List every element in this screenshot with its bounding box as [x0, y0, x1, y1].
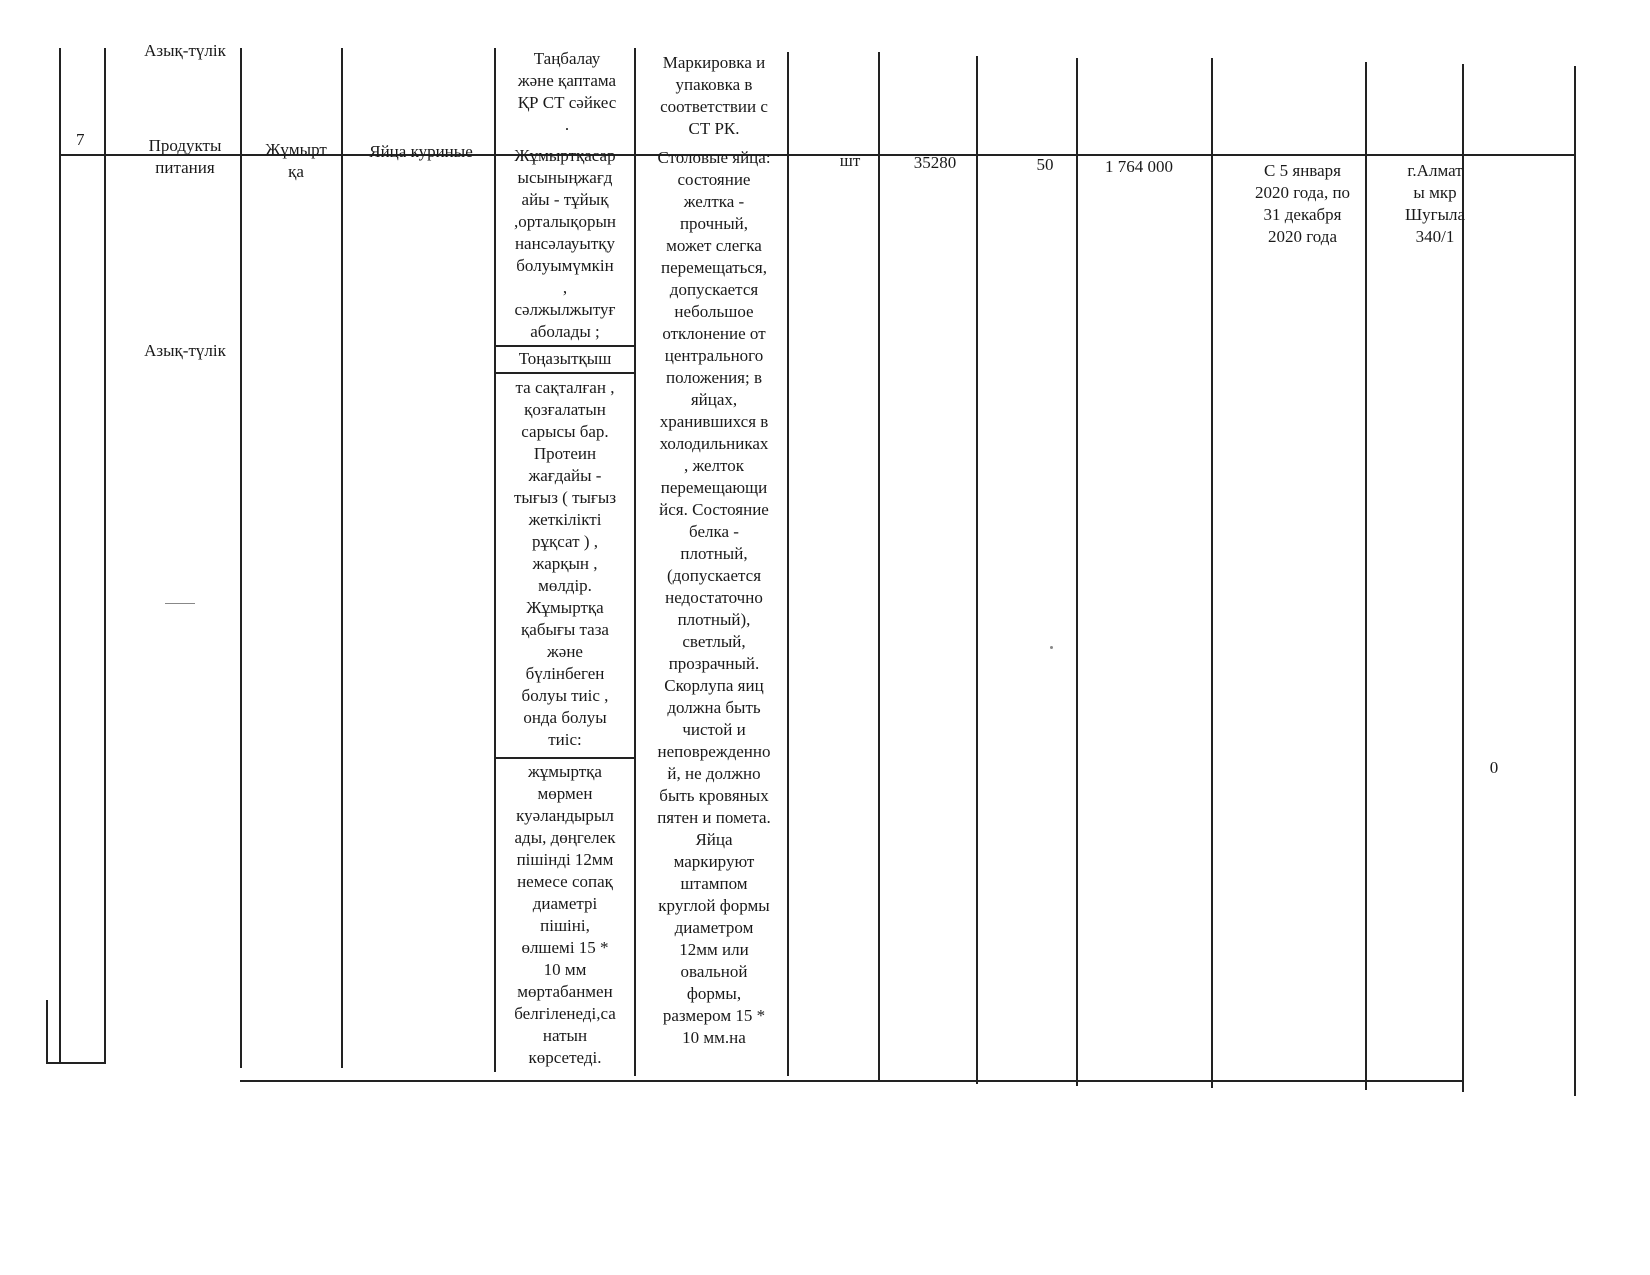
kz-subcell-line-3	[494, 757, 634, 759]
kz-spec-cell-1: Жұмыртқасар ысыныңжағд айы - тұйық ,орталықорын нансәлауытқу болуымүмкін , сәлжылжытуғ аболады ;	[513, 146, 617, 341]
top-kz-spec-cell: Таңбалау және қаптама ҚР СТ сәйкес .	[517, 49, 617, 134]
col-line-8	[878, 52, 880, 1082]
price-cell: 50	[1036, 155, 1054, 174]
category-kz-cell: Азық-түлік	[144, 341, 226, 360]
col-line-14	[1574, 66, 1576, 1096]
col-line-11	[1211, 58, 1213, 1088]
ru-spec-cell: Столовые яйца: состояние желтка - прочный, может слегка перемещаться, допускается небольшое отклонение от центрального положения; в яйцах, хранившихся в холодильниках , желток перемещающи йся. Состояние белка - плотный, (допускается недостаточно плотный), светлый, прозрачный. Скорлупа яиц должна быть чистой и неповрежденно й, не должно быть кровяных пятен и помета. Яйца маркируют штампом круглой формы диаметром 12мм или овальной формы, размером 15 * 10 мм.на	[657, 148, 771, 1047]
extra-cell: 0	[1489, 758, 1499, 777]
kz-spec-cell-4: жұмыртқа мөрмен куәландырыл ады, дөңгелек пішінді 12мм немесе сопақ диаметрі пішіні, өлшемі 15 * 10 мм мөртабанмен белгіленеді,са натын көрсетеді.	[514, 762, 616, 1067]
name-kz-cell: Жұмырт қа	[265, 140, 327, 181]
top-category-cell: Азық-түлік	[144, 41, 226, 60]
location-cell: г.Алмат ы мкр Шугыла 340/1	[1404, 161, 1466, 246]
kz-subcell-line-1	[494, 345, 634, 347]
table-bottom	[240, 1080, 1462, 1082]
col-line-2	[104, 48, 106, 1063]
category-ru-cell: Продукты питания	[148, 136, 222, 177]
kz-subcell-line-2	[494, 372, 634, 374]
table-bottom-left	[46, 1062, 106, 1064]
col-line-12	[1365, 62, 1367, 1090]
col-line-1	[59, 48, 61, 1063]
scan-speck	[165, 603, 195, 604]
kz-spec-cell-2: Тоңазытқыш	[518, 349, 612, 368]
top-ru-spec-cell: Маркировка и упаковка в соответствии с СТ РК.	[660, 53, 768, 138]
col-line-9	[976, 56, 978, 1084]
unit-cell: шт	[839, 151, 861, 170]
kz-spec-cell-3: та сақталған , қозғалатын сарысы бар. Протеин жағдайы - тығыз ( тығыз жеткілікті рұқсат ) , жарқын , мөлдір. Жұмыртқа қабығы таза және бүлінбеген болуы тиіс , онда болуы тиіс:	[513, 378, 617, 749]
col-line-6	[634, 48, 636, 1076]
name-ru-cell: Яйца куриные	[369, 142, 473, 161]
bottom-left-edge	[46, 1000, 48, 1063]
quantity-cell: 35280	[913, 153, 957, 172]
col-line-4	[341, 48, 343, 1068]
col-line-10	[1076, 58, 1078, 1086]
period-cell: С 5 января 2020 года, по 31 декабря 2020 года	[1254, 161, 1351, 246]
scan-speck	[1050, 646, 1053, 649]
row-number-cell: 7	[76, 130, 85, 149]
col-line-3	[240, 48, 242, 1068]
total-cell: 1 764 000	[1105, 157, 1173, 176]
